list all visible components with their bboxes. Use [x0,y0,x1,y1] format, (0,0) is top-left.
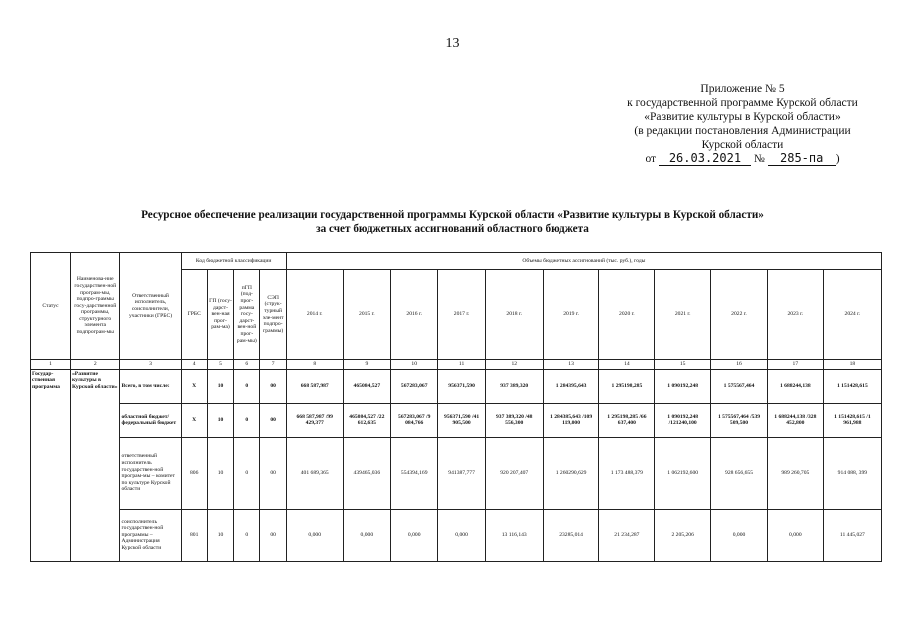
value-cell: 11 445,027 [823,509,881,561]
value-cell: 1 284395,643 [543,369,599,403]
gp-cell: 10 [207,437,233,509]
value-cell: 1 295198,285 [599,369,655,403]
from-prefix: от [645,153,657,165]
grbs-cell: 801 [181,509,207,561]
grbs-cell: 806 [181,437,207,509]
column-number: 13 [543,360,599,370]
value-cell: 1 688244,138 /328 452,800 [767,403,823,437]
executor-cell: соисполнитель государствен-ной программы – Администрация Курской области [120,509,181,561]
grbs-cell: Х [181,403,207,437]
column-number: 17 [767,360,823,370]
value-cell: 668 587,987 [286,369,343,403]
column-number: 10 [391,360,438,370]
appendix-line-4: (в редакции постановления Администрации [634,125,851,137]
page-number: 13 [445,36,460,51]
value-cell: 1 284385,643 /109 119,000 [543,403,599,437]
appendix-line-5: Курской области [701,139,784,151]
header-year: 2014 г. [286,270,343,360]
value-cell: 0,000 [286,509,343,561]
column-number: 16 [711,360,768,370]
value-cell: 567283,067 [391,369,438,403]
executor-cell: ответственный исполнитель государствен-ной програм-мы – комитет по культуре Курской области [120,437,181,509]
value-cell: 1 090192,248 [655,369,711,403]
value-cell: 1 575567,464 [711,369,768,403]
value-cell: 941387,777 [438,437,485,509]
gp-cell: 10 [207,403,233,437]
pgp-cell: 0 [234,437,260,509]
header-status: Статус [31,253,71,360]
value-cell: 465084,527 [343,369,390,403]
column-number: 6 [234,360,260,370]
header-year: 2016 г. [391,270,438,360]
header-pgp: пГП (под-прог-рамма госу-дарст-вен-ной прог-рам-мы) [234,270,260,360]
value-cell: 0,000 [767,509,823,561]
header-budget-code: Код бюджетной классификации [181,253,286,270]
document-title [0,208,905,236]
value-cell: 937 389,320 [485,369,543,403]
table-row [31,509,882,561]
value-cell: 1 295198,285 /66 637,400 [599,403,655,437]
executor-cell: Всего, в том числе: [120,369,181,403]
pgp-cell: 0 [234,369,260,403]
header-year: 2017 г. [438,270,485,360]
gp-cell: 10 [207,369,233,403]
value-cell: 465084,527 /22 612,635 [343,403,390,437]
value-cell: 989 260,705 [767,437,823,509]
value-cell: 21 234,287 [599,509,655,561]
column-number: 5 [207,360,233,370]
value-cell: 567283,067 /9 084,766 [391,403,438,437]
pgp-cell: 0 [234,403,260,437]
sep-cell: 00 [260,403,286,437]
sep-cell: 00 [260,437,286,509]
header-year: 2018 г. [485,270,543,360]
value-cell: 1 575567,464 /539 509,500 [711,403,768,437]
value-cell: 0,000 [391,509,438,561]
appendix-block [600,82,885,166]
value-cell: 0,000 [438,509,485,561]
resource-table [30,252,882,562]
decree-number: 285-па [768,152,836,166]
header-row-1 [31,253,882,270]
program-name-cell: «Развитие культуры в Курской области» [71,369,120,561]
column-number: 3 [120,360,181,370]
column-number: 14 [599,360,655,370]
appendix-line-2: к государственной программе Курской области [627,97,858,109]
header-sep: СЭП (струк-турный эле-мент подпро-граммы) [260,270,286,360]
executor-cell: областной бюджет/ федеральный бюджет [120,403,181,437]
column-number: 11 [438,360,485,370]
appendix-line-1: Приложение № 5 [700,83,785,95]
column-number-row [31,360,882,370]
value-cell: 1 688244,138 [767,369,823,403]
value-cell: 956371,590 [438,369,485,403]
header-year: 2024 г. [823,270,881,360]
close-paren: ) [835,153,840,165]
value-cell: 13 116,143 [485,509,543,561]
sep-cell: 00 [260,369,286,403]
appendix-line-3: «Развитие культуры в Курской области» [644,111,841,123]
number-prefix: № [753,153,765,165]
header-year: 2020 г. [599,270,655,360]
value-cell: 1 062192,600 [655,437,711,509]
column-number: 9 [343,360,390,370]
table-row [31,403,882,437]
table-row [31,437,882,509]
value-cell: 2 205,206 [655,509,711,561]
header-executor: Ответственный исполнитель, соисполнители, участники (ГРБС) [120,253,181,360]
column-number: 4 [181,360,207,370]
header-grbs: ГРБС [181,270,207,360]
value-cell: 1 151428,615 /1 961,988 [823,403,881,437]
value-cell: 668 587,987 /99 429,377 [286,403,343,437]
column-number: 1 [31,360,71,370]
column-number: 18 [823,360,881,370]
column-number: 2 [71,360,120,370]
grbs-cell: Х [181,369,207,403]
header-year: 2015 г. [343,270,390,360]
header-volumes: Объемы бюджетных ассигнований (тыс. руб.), годы [286,253,881,270]
header-name: Наименова-ние государствен-ной програм-мы, подпро-граммы госу-дарственной программы, структурного элемента подпрограм-мы [71,253,120,360]
value-cell: 401 689,365 [286,437,343,509]
column-number: 12 [485,360,543,370]
value-cell: 1 260290,629 [543,437,599,509]
value-cell: 914 088, 399 [823,437,881,509]
appendix-date-line [600,152,885,166]
header-year: 2023 г. [767,270,823,360]
value-cell: 0,000 [343,509,390,561]
column-number: 7 [260,360,286,370]
value-cell: 554394,169 [391,437,438,509]
title-line-2: за счет бюджетных ассигнований областного бюджета [316,223,589,235]
column-number: 15 [655,360,711,370]
header-year: 2022 г. [711,270,768,360]
value-cell: 920 207,407 [485,437,543,509]
value-cell: 23285,014 [543,509,599,561]
value-cell: 937 389,320 /48 556,300 [485,403,543,437]
pgp-cell: 0 [234,509,260,561]
value-cell: 1 090192,248 /121240,100 [655,403,711,437]
column-number: 8 [286,360,343,370]
header-year: 2019 г. [543,270,599,360]
gp-cell: 10 [207,509,233,561]
decree-date: 26.03.2021 [659,152,751,166]
header-gp: ГП (госу-дарст-вен-ная прог-рам-ма) [207,270,233,360]
status-cell: Государ-ственная программа [31,369,71,561]
value-cell: 1 151428,615 [823,369,881,403]
header-year: 2021 г. [655,270,711,360]
value-cell: 956371,590 /41 905,500 [438,403,485,437]
value-cell: 1 173 488,379 [599,437,655,509]
value-cell: 928 656,655 [711,437,768,509]
value-cell: 0,000 [711,509,768,561]
table-row [31,369,882,403]
title-line-1: Ресурсное обеспечение реализации государственной программы Курской области «Развитие культуры в Курской области» [141,209,764,221]
sep-cell: 00 [260,509,286,561]
value-cell: 439465,036 [343,437,390,509]
